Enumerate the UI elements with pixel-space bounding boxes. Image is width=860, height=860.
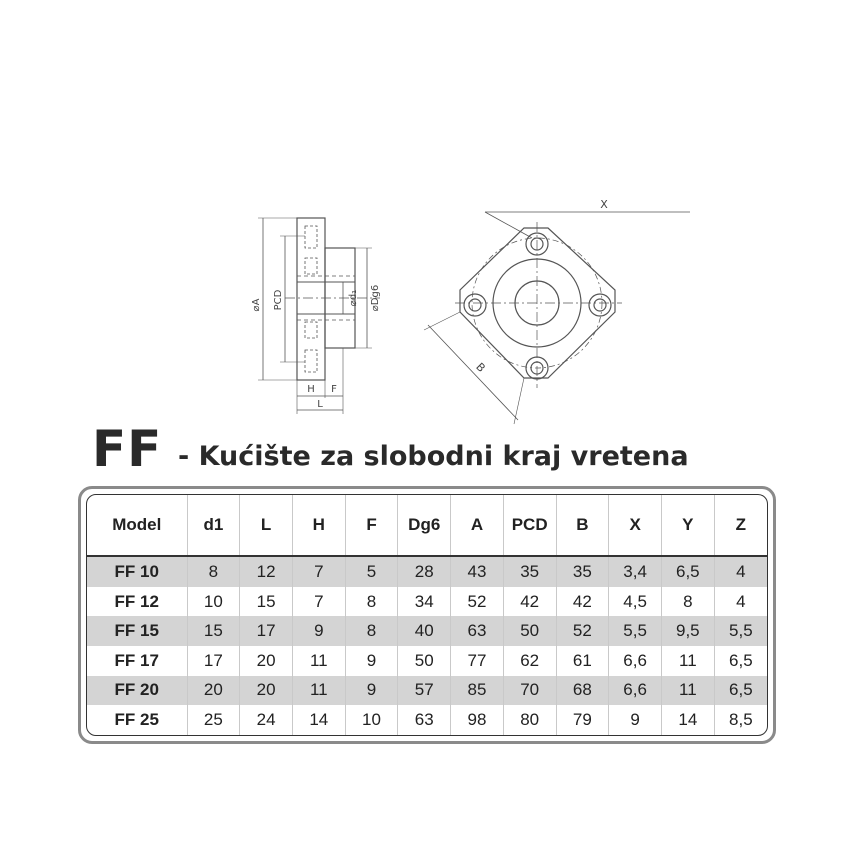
value-cell: 42 [503, 587, 556, 617]
table-row [87, 646, 767, 676]
product-code-title: FF [92, 420, 163, 478]
value-cell: 3,4 [609, 556, 662, 587]
label-d1: ⌀d₁ [348, 289, 359, 307]
front-view-labels [473, 198, 608, 375]
value-cell: 14 [661, 705, 714, 735]
value-cell: 9 [345, 646, 398, 676]
bolt-hole-left [464, 294, 486, 316]
value-cell: 28 [398, 556, 451, 587]
value-cell: 63 [451, 616, 504, 646]
label-X: X [600, 198, 608, 211]
value-cell: 7 [292, 556, 345, 587]
value-cell: 62 [503, 646, 556, 676]
column-header: F [345, 495, 398, 556]
value-cell: 6,6 [609, 646, 662, 676]
model-cell: FF 25 [87, 705, 187, 735]
value-cell: 20 [240, 646, 293, 676]
model-cell: FF 10 [87, 556, 187, 587]
model-cell: FF 17 [87, 646, 187, 676]
spec-table-container [86, 494, 768, 736]
value-cell: 7 [292, 587, 345, 617]
label-H: H [307, 384, 315, 395]
value-cell: 61 [556, 646, 609, 676]
column-header: Y [661, 495, 714, 556]
label-A: ⌀A [251, 298, 262, 312]
value-cell: 24 [240, 705, 293, 735]
value-cell: 8 [661, 587, 714, 617]
value-cell: 98 [451, 705, 504, 735]
value-cell: 70 [503, 676, 556, 706]
table-row [87, 556, 767, 587]
value-cell: 11 [292, 676, 345, 706]
front-view [424, 212, 690, 424]
value-cell: 4 [736, 591, 746, 611]
value-cell: 6,6 [609, 676, 662, 706]
value-cell: 4 [714, 556, 767, 587]
value-cell: 52 [451, 587, 504, 617]
value-cell: 25 [187, 705, 240, 735]
value-cell: 10 [187, 587, 240, 617]
value-cell: 8 [187, 556, 240, 587]
value-cell: 9 [609, 705, 662, 735]
value-cell: 77 [451, 646, 504, 676]
value-cell: 35 [503, 556, 556, 587]
value-cell: 20 [187, 676, 240, 706]
value-cell: 20 [240, 676, 293, 706]
value-cell: 5 [345, 556, 398, 587]
value-cell: 11 [661, 676, 714, 706]
column-header: PCD [503, 495, 556, 556]
column-header: Model [87, 495, 187, 556]
side-view [258, 218, 380, 414]
value-cell: 5,5 [609, 616, 662, 646]
value-cell: 11 [661, 646, 714, 676]
flange-outline [297, 218, 325, 380]
value-cell: 12 [240, 556, 293, 587]
label-PCD: PCD [273, 289, 284, 311]
value-cell: 85 [451, 676, 504, 706]
model-cell: FF 15 [87, 616, 187, 646]
value-cell: 80 [503, 705, 556, 735]
column-header: B [556, 495, 609, 556]
value-cell: 11 [292, 646, 345, 676]
value-cell: 14 [292, 705, 345, 735]
table-row [87, 616, 767, 646]
table-header-row [87, 495, 767, 556]
value-cell: 40 [398, 616, 451, 646]
value-cell: 50 [503, 616, 556, 646]
value-cell: 68 [556, 676, 609, 706]
value-cell: 17 [240, 616, 293, 646]
value-cell: 8 [345, 616, 398, 646]
model-cell: FF 20 [87, 676, 187, 706]
column-header: H [292, 495, 345, 556]
value-cell: 9 [292, 616, 345, 646]
column-header: L [240, 495, 293, 556]
table-row [87, 676, 767, 706]
value-cell: 10 [345, 705, 398, 735]
value-cell: 15 [240, 587, 293, 617]
value-cell: 6,5 [714, 676, 767, 706]
value-cell: 63 [398, 705, 451, 735]
value-cell: 50 [398, 646, 451, 676]
value-cell: 6,5 [729, 650, 753, 670]
column-header: A [451, 495, 504, 556]
value-cell: 9,5 [661, 616, 714, 646]
value-cell: 8,5 [729, 710, 753, 730]
spec-table [87, 495, 767, 735]
column-header: X [609, 495, 662, 556]
spec-table-frame [78, 486, 776, 744]
table-row [87, 705, 767, 735]
value-cell: 6,5 [661, 556, 714, 587]
value-cell: 52 [556, 616, 609, 646]
column-header: Z [714, 495, 767, 556]
value-cell: 42 [556, 587, 609, 617]
value-cell: 79 [556, 705, 609, 735]
value-cell: 4,5 [609, 587, 662, 617]
column-header: Dg6 [398, 495, 451, 556]
value-cell: 34 [398, 587, 451, 617]
label-B: B [473, 360, 488, 375]
model-cell: FF 12 [87, 587, 187, 617]
column-header: d1 [187, 495, 240, 556]
value-cell: 8 [345, 587, 398, 617]
value-cell: 5,5 [714, 616, 767, 646]
value-cell: 15 [187, 616, 240, 646]
table-row [87, 587, 767, 617]
table-body [87, 556, 767, 735]
label-Dg6: ⌀Dg6 [370, 284, 381, 312]
value-cell: 17 [187, 646, 240, 676]
value-cell: 9 [345, 676, 398, 706]
value-cell: 35 [556, 556, 609, 587]
label-F: F [331, 384, 337, 395]
side-view-labels [251, 285, 381, 410]
value-cell: 43 [451, 556, 504, 587]
label-L: L [317, 399, 323, 410]
value-cell: 57 [398, 676, 451, 706]
product-description: - Kućište za slobodni kraj vretena [178, 441, 689, 472]
bolt-hole-right [589, 294, 611, 316]
